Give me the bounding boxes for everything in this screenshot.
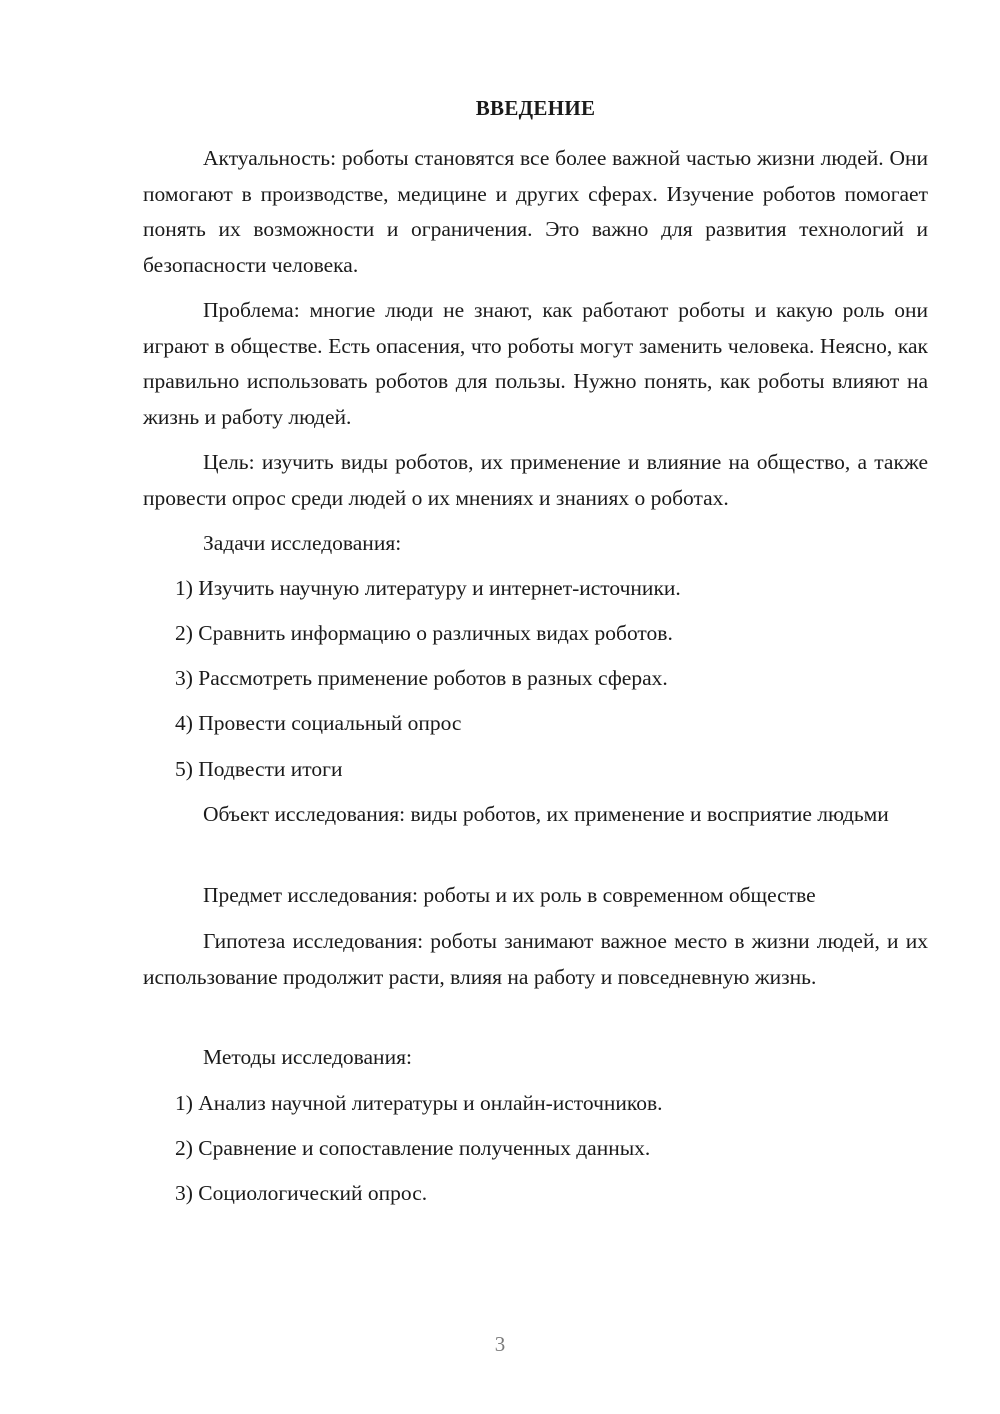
task-item: 3) Рассмотреть применение роботов в разных сферах. (175, 666, 668, 690)
task-item: 2) Сравнить информацию о различных видах роботов. (175, 621, 673, 645)
task-item: 1) Изучить научную литературу и интернет-источники. (175, 576, 681, 600)
method-item: 3) Социологический опрос. (175, 1181, 428, 1205)
task-item: 5) Подвести итоги (175, 757, 343, 781)
section-title: ВВЕДЕНИЕ (475, 96, 596, 120)
method-item: 2) Сравнение и сопоставление полученных данных. (175, 1136, 651, 1160)
relevance-paragraph: Актуальность: роботы становятся все более важной частью жизни людей. Они помогают в производстве, медицине и других сферах. Изучение роботов помогает понять их возможности и ограничения. Это важно для развития технологий и безопасности человека. (143, 146, 928, 277)
goal-paragraph: Цель: изучить виды роботов, их применение и влияние на общество, а также провести опрос среди людей о их мнениях и знаниях о роботах. (143, 450, 928, 510)
object-paragraph: Объект исследования: виды роботов, их применение и восприятие людьми (203, 802, 889, 826)
hypothesis-paragraph: Гипотеза исследования: роботы занимают важное место в жизни людей, и их использование продолжит расти, влияя на работу и повседневную жизнь. (143, 929, 928, 989)
task-item: 4) Провести социальный опрос (175, 711, 462, 735)
method-item: 1) Анализ научной литературы и онлайн-источников. (175, 1091, 663, 1115)
methods-heading: Методы исследования: (203, 1045, 412, 1069)
page-number: 3 (494, 1332, 506, 1356)
problem-paragraph: Проблема: многие люди не знают, как работают роботы и какую роль они играют в обществе. Есть опасения, что роботы могут заменить человека. Неясно, как правильно использовать роботов для пользы. Нужно понять, как роботы влияют на жизнь и работу людей. (143, 298, 928, 429)
subject-paragraph: Предмет исследования: роботы и их роль в современном обществе (203, 883, 816, 907)
tasks-heading: Задачи исследования: (203, 531, 402, 555)
